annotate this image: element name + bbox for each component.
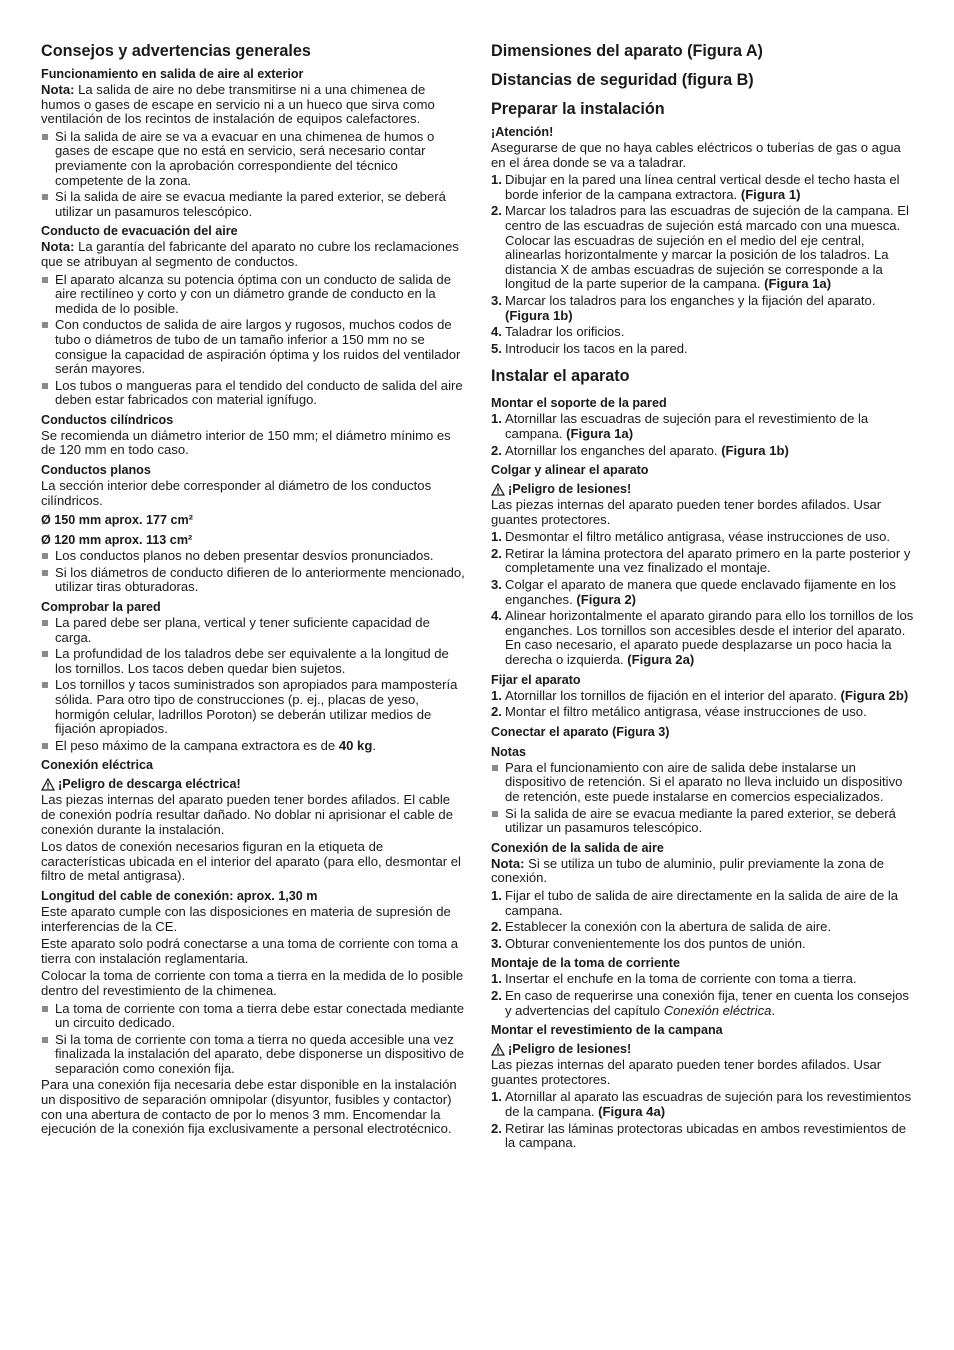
note-exhaust: Nota: La salida de aire no debe transmitirse ni a una chimenea de humos o gases de escape en servicio ni a un hueco que sirva como ventilación de los recintos de instalación de equipos calefactores. <box>41 82 435 127</box>
heading-attention: ¡Atención! <box>491 125 554 139</box>
list-item: La pared debe ser plana, vertical y tener suficiente capacidad de carga. <box>41 616 465 645</box>
list-item: Los tubos o mangueras para el tendido del conducto de salida del aire deben estar fabricados con material ignífugo. <box>41 379 465 408</box>
list-flat <box>41 549 465 595</box>
step-item: 2. En caso de requerirse una conexión fija, tener en cuenta los consejos y advertencias del capítulo Conexión eléctrica. <box>491 987 909 1018</box>
list-item: Si la salida de aire se evacua mediante la pared exterior, se deberá utilizar un pasamuros telescópico. <box>491 807 915 836</box>
step-item: 4. Taladrar los orificios. <box>491 324 625 340</box>
text-electric-4: Este aparato solo podrá conectarse a una toma de corriente con toma a tierra con instalación reglamentaria. <box>41 936 459 966</box>
list-duct <box>41 273 465 408</box>
heading-flat-ducts: Conductos planos <box>41 463 151 478</box>
list-exhaust <box>41 130 465 220</box>
warning-electric: ¡Peligro de descarga eléctrica! <box>41 776 465 792</box>
warning-icon <box>491 483 505 496</box>
step-item: 4. Alinear horizontalmente el aparato girando para ello los tornillos de los enganches. Los tornillos son accesibles desde el interior del aparato. En caso necesario, el aparato puede desplazarse un poco hacia la derecha o izquierda. (Figura 2a) <box>491 608 914 668</box>
heading-cover: Montar el revestimiento de la campana <box>491 1023 723 1038</box>
list-item: Si la salida de aire se evacua mediante la pared exterior, se deberá utilizar un pasamuros telescópico. <box>41 190 465 219</box>
step-item: 1. Fijar el tubo de salida de aire directamente en la salida de aire de la campana. <box>491 887 899 918</box>
text-electric-1: Las piezas internas del aparato pueden tener bordes afilados. El cable de conexión podría resultar dañado. No doblar ni aprisionar el cable de conexión durante la instalación. <box>41 792 453 837</box>
section-title-prepare: Preparar la instalación <box>491 100 665 118</box>
steps-air <box>491 889 915 951</box>
section-title-install: Instalar el aparato <box>491 367 630 386</box>
step-item: 3. Obturar convenientemente los dos puntos de unión. <box>491 935 806 951</box>
warning-injury: ¡Peligro de lesiones! <box>491 481 915 497</box>
step-item: 3. Marcar los taladros para los enganches y la fijación del aparato. (Figura 1b) <box>491 292 876 323</box>
heading-hang-align: Colgar y alinear el aparato <box>491 463 649 478</box>
text-flat: La sección interior debe corresponder al diámetro de los conductos cilíndricos. <box>41 478 432 508</box>
text-electric-2: Los datos de conexión necesarios figuran en la etiqueta de características ubicada en el interior del aparato (para ello, desmontar el filtro de metal antigrasa). <box>41 839 461 884</box>
list-electric <box>41 1002 465 1077</box>
heading-wall-mount: Montar el soporte de la pared <box>491 396 667 411</box>
step-item: 1. Atornillar los tornillos de fijación en el interior del aparato. (Figura 2b) <box>491 687 909 703</box>
list-item: La toma de corriente con toma a tierra debe estar conectada mediante un circuito dedicado. <box>41 1002 465 1031</box>
step-item: 1. Atornillar las escuadras de sujeción para el revestimiento de la campana. (Figura 1a) <box>491 411 869 441</box>
diameter-120: Ø 120 mm aprox. 113 cm² <box>41 533 193 548</box>
step-item: 1. Dibujar en la pared una línea central vertical desde el techo hasta el borde inferior de la campana extractora. (Figura 1) <box>491 172 900 202</box>
list-item: El aparato alcanza su potencia óptima con un conducto de salida de aire rectilíneo y corto y con un diámetro grande de conducto en la medida de lo posible. <box>41 273 465 317</box>
heading-fix: Fijar el aparato <box>491 672 581 687</box>
text-attention: Asegurarse de que no haya cables eléctricos o tuberías de gas o agua en el área donde se va a taladrar. <box>491 140 901 170</box>
heading-connect: Conectar el aparato (Figura 3) <box>491 724 670 739</box>
step-item: 5. Introducir los tacos en la pared. <box>491 340 688 356</box>
warning-icon <box>491 1043 505 1056</box>
list-item: Los conductos planos no deben presentar desvíos pronunciados. <box>41 549 465 564</box>
text-hang: Las piezas internas del aparato pueden tener bordes afilados. Usar guantes protectores. <box>491 497 882 527</box>
heading-notes: Notas <box>491 744 526 759</box>
section-title-general-advice: Consejos y advertencias generales <box>41 42 311 60</box>
text-cover: Las piezas internas del aparato pueden tener bordes afilados. Usar guantes protectores. <box>491 1057 882 1087</box>
steps-prepare <box>491 173 915 356</box>
note-warranty: Nota: La garantía del fabricante del aparato no cubre los reclamaciones que se atribuyan al segmento de conductos. <box>41 239 459 269</box>
list-item: Si la toma de corriente con toma a tierra no queda accesible una vez finalizada la instalación del aparato, debe disponerse un dispositivo de separación como conexión fija. <box>41 1033 465 1077</box>
heading-air-outlet: Conexión de la salida de aire <box>491 840 664 855</box>
step-item: 2. Retirar la lámina protectora del aparato primero en la parte posterior y completamente una vez finalizado el montaje. <box>491 545 911 576</box>
list-item: Para el funcionamiento con aire de salida debe instalarse un dispositivo de retención. Si el aparato no lleva incluido un dispositivo de retención, este puede instalarse en comercios especializados. <box>491 761 915 805</box>
step-item: 2. Montar el filtro metálico antigrasa, véase instrucciones de uso. <box>491 704 867 720</box>
list-notes <box>491 761 915 836</box>
text-cylindrical: Se recomienda un diámetro interior de 150 mm; el diámetro mínimo es de 120 mm en todo caso. <box>41 427 451 458</box>
steps-mount <box>491 412 915 458</box>
steps-cover <box>491 1090 915 1150</box>
text-electric-5: Colocar la toma de corriente con toma a tierra en la medida de lo posible dentro del revestimiento de la chimenea. <box>41 968 464 998</box>
step-item: 1. Insertar el enchufe en la toma de corriente con toma a tierra. <box>491 971 857 987</box>
heading-cylindrical-ducts: Conductos cilíndricos <box>41 412 174 427</box>
steps-socket <box>491 972 915 1018</box>
heading-cable-length: Longitud del cable de conexión: aprox. 1,30 m <box>41 888 318 903</box>
step-item: 3. Colgar el aparato de manera que quede enclavado fijamente en los enganches. (Figura 2) <box>491 577 896 607</box>
list-item: Si la salida de aire se va a evacuar en una chimenea de humos o gases de escape que no está en servicio, será necesario contar previamente con la aprobación correspondiente del técnico competente de la zona. <box>41 130 465 188</box>
list-item: Si los diámetros de conducto difieren de lo anteriormente mencionado, utilizar tiras obturadoras. <box>41 566 465 595</box>
step-item: 2. Retirar las láminas protectoras ubicadas en ambos revestimientos de la campana. <box>491 1120 907 1151</box>
warning-icon <box>41 778 55 791</box>
heading-exhaust-operation: Funcionamiento en salida de aire al exterior <box>41 67 304 81</box>
heading-electrical: Conexión eléctrica <box>41 758 153 773</box>
step-item: 1. Desmontar el filtro metálico antigrasa, véase instrucciones de uso. <box>491 529 890 545</box>
step-item: 1. Atornillar al aparato las escuadras de sujeción para los revestimientos de la campana. (Figura 4a) <box>491 1089 912 1119</box>
text-electric-3: Este aparato cumple con las disposiciones en materia de supresión de interferencias de la CE. <box>41 903 451 934</box>
list-item: El peso máximo de la campana extractora es de 40 kg. <box>41 739 465 754</box>
left-column <box>41 38 465 1140</box>
list-wall <box>41 616 465 753</box>
list-item: Los tornillos y tacos suministrados son apropiados para mampostería sólida. Para otro tipo de construcciones (p. ej., placas de yeso, hormigón celular, ladrillos Poroton) se deberán utilizar medios de fijación apropiados. <box>41 678 465 736</box>
right-column <box>491 38 915 1153</box>
step-item: 2. Atornillar los enganches del aparato. (Figura 1b) <box>491 442 789 458</box>
steps-fix <box>491 689 915 720</box>
diameter-150: Ø 150 mm aprox. 177 cm² <box>41 513 193 528</box>
list-item: La profundidad de los taladros debe ser equivalente a la longitud de los tornillos. Los tacos deben quedar bien sujetos. <box>41 647 465 676</box>
list-item: Con conductos de salida de aire largos y rugosos, muchos codos de tubo o diámetros de tubo de un tamaño inferior a 150 mm no se consigue la capacidad de aspiración óptima y los ruidos del ventilador serán mayores. <box>41 318 465 376</box>
section-title-dimensions: Dimensiones del aparato (Figura A) <box>491 42 763 60</box>
section-title-safety-distances: Distancias de seguridad (figura B) <box>491 71 754 89</box>
heading-exhaust-duct: Conducto de evacuación del aire <box>41 224 238 239</box>
heading-socket: Montaje de la toma de corriente <box>491 956 680 971</box>
step-item: 2. Establecer la conexión con la abertura de salida de aire. <box>491 919 832 935</box>
step-item: 2. Marcar los taladros para las escuadras de sujeción de la campana. El centro de las escuadras de sujeción está marcado con una muesca. Colocar las escuadras de sujeción en el medio del eje central, alinearlas horizontalmente y marcar la posición de los taladros. La distancia X de ambas escuadras de sujeción se corresponde a la longitud de la parte superior de la campana. (Figura 1a) <box>491 203 909 292</box>
note-aluminium: Nota: Si se utiliza un tubo de aluminio, pulir previamente la zona de conexión. <box>491 855 885 886</box>
text-electric-6: Para una conexión fija necesaria debe estar disponible en la instalación un dispositivo de separación omnipolar (disyuntor, fusibles y contactor) con una abertura de contacto de por lo menos 3 mm. Encomendar la ejecución de la conexión fija exclusivamente a personal electrotécnico. <box>41 1077 457 1137</box>
steps-hang <box>491 530 915 667</box>
heading-check-wall: Comprobar la pared <box>41 600 161 615</box>
warning-injury-cover: ¡Peligro de lesiones! <box>491 1041 915 1057</box>
